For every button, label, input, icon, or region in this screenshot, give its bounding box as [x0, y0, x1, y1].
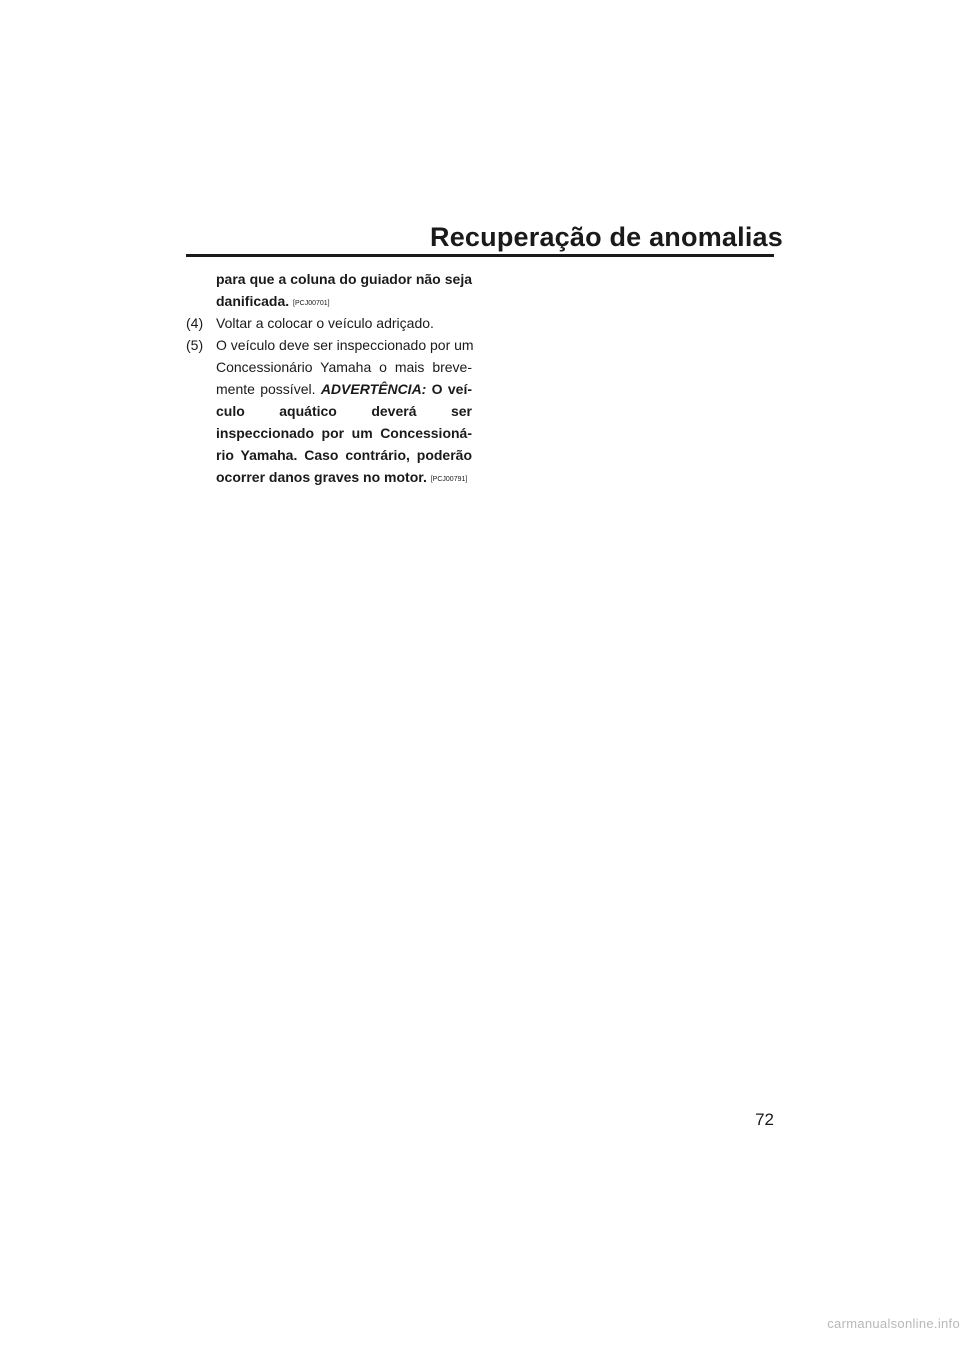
list-item-5-text-1: O veículo deve ser inspeccionado por um — [216, 337, 474, 353]
body-column — [186, 268, 472, 488]
list-item-5-text-3-bold: O veí- — [431, 381, 473, 397]
list-item-5-line-4: culo aquático deverá ser — [216, 403, 472, 419]
list-item-5-text-7: ocorrer danos graves no motor. — [216, 469, 427, 485]
footer-watermark: carmanualsonline.info — [827, 1316, 960, 1331]
intro-line-2-text: danificada. — [216, 293, 290, 309]
header-rule — [186, 254, 774, 257]
page-title: Recuperação de anomalias — [430, 222, 783, 252]
list-item-5-line-2: Concessionário Yamaha o mais breve- — [216, 359, 472, 375]
item-5-ref-code: [PCJ00791] — [430, 476, 468, 483]
intro-line-2 — [186, 290, 472, 312]
list-item-5-line-3 — [186, 378, 472, 400]
warning-label: ADVERTÊNCIA: — [320, 381, 427, 397]
list-item-5-number: (5) — [186, 337, 204, 353]
page-number: 72 — [755, 1110, 774, 1129]
intro-ref-code: [PCJ00701] — [293, 300, 330, 307]
list-item-4-number: (4) — [186, 315, 204, 331]
list-item-5-line-6: rio Yamaha. Caso contrário, poderão — [216, 447, 472, 463]
list-item-5-line-7 — [186, 466, 472, 488]
intro-line-1: para que a coluna do guiador não seja — [216, 271, 472, 287]
list-item-4-text: Voltar a colocar o veículo adriçado. — [216, 315, 434, 331]
list-item-4 — [186, 312, 472, 334]
list-item-5-line-1 — [186, 334, 472, 356]
list-item-5-text-3: mente possível. — [216, 381, 316, 397]
list-item-5-line-5: inspeccionado por um Concessioná- — [216, 425, 472, 441]
